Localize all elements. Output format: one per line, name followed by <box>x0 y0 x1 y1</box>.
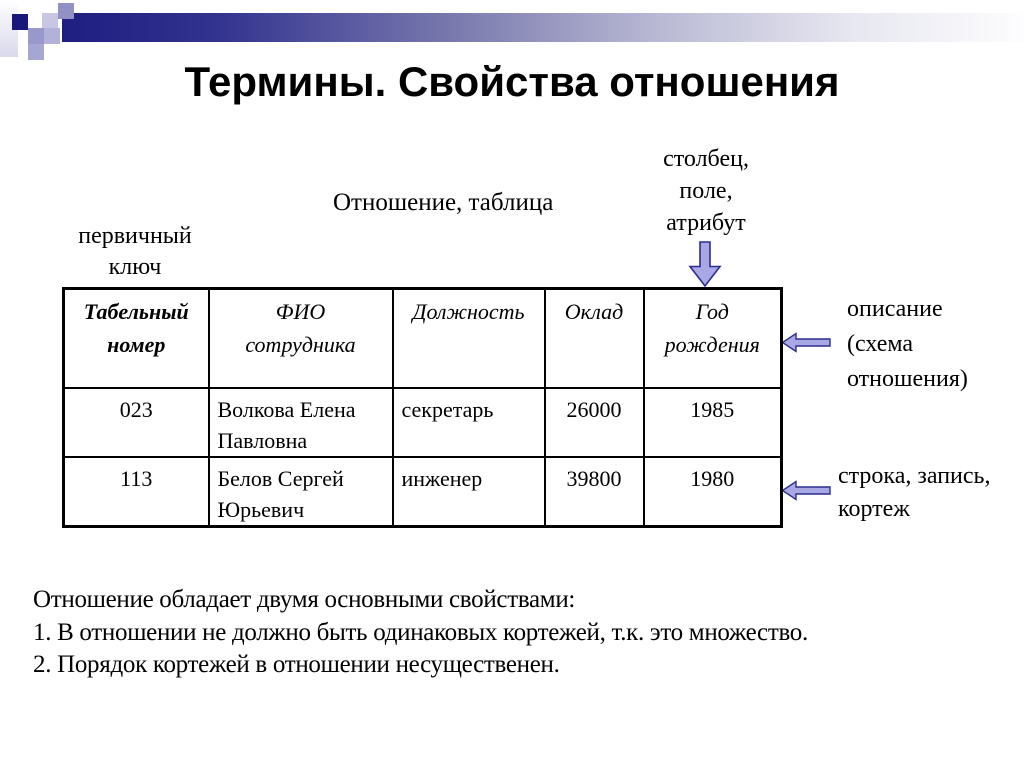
header-line: Год <box>695 299 729 324</box>
column-header <box>644 289 782 389</box>
decor-square <box>44 28 60 44</box>
label-line: описание <box>847 296 943 322</box>
property-item: 1. В отношении не должно быть одинаковых кортежей, т.к. это множество. <box>33 618 808 646</box>
cell-position: секретарь <box>393 388 545 457</box>
cell-year: 1985 <box>644 388 782 457</box>
cell-name: Белов Сергей Юрьевич <box>209 457 393 527</box>
label-row-tuple <box>838 460 990 526</box>
table-header-row <box>64 289 782 389</box>
cell-salary: 26000 <box>545 388 644 457</box>
decor-square <box>12 14 28 30</box>
table-row <box>64 388 782 457</box>
decor-square <box>28 28 44 44</box>
cell-year: 1980 <box>644 457 782 527</box>
label-primary-key <box>62 221 208 283</box>
label-line: строка, запись, <box>838 463 991 489</box>
cell-id: 113 <box>64 457 209 527</box>
header-line: ФИО <box>275 299 326 324</box>
label-column <box>645 143 767 239</box>
label-line: столбец, <box>663 146 749 172</box>
label-line: ключ <box>108 254 162 280</box>
decor-square <box>58 3 74 19</box>
table-row <box>64 457 782 527</box>
column-header <box>209 289 393 389</box>
label-line: отношения) <box>847 366 968 392</box>
cell-position: инженер <box>393 457 545 527</box>
label-relation: Отношение, таблица <box>333 189 554 216</box>
label-line: поле, <box>679 178 733 204</box>
arrow-left-icon <box>781 332 831 353</box>
label-line: кортеж <box>838 496 910 522</box>
header-line: Должность <box>412 299 525 324</box>
column-header <box>393 289 545 389</box>
cell-salary: 39800 <box>545 457 644 527</box>
arrow-down-icon <box>688 241 722 288</box>
properties-text <box>33 584 993 682</box>
label-line: первичный <box>78 223 192 249</box>
cell-name: Волкова Елена Павловна <box>209 388 393 457</box>
header-line: рождения <box>664 332 760 357</box>
relation-table <box>62 287 783 528</box>
arrow-left-icon <box>781 480 831 501</box>
label-description <box>847 292 968 397</box>
header-line: Табельный <box>83 299 189 324</box>
label-line: атрибут <box>666 210 746 236</box>
cell-id: 023 <box>64 388 209 457</box>
label-line: (схема <box>847 331 914 357</box>
page-title: Термины. Свойства отношения <box>184 58 840 105</box>
decor-gradient-bar <box>62 13 1024 42</box>
properties-intro: Отношение обладает двумя основными свойствами: <box>33 586 576 613</box>
property-item: 2. Порядок кортежей в отношении несущественен. <box>33 651 560 678</box>
column-header <box>545 289 644 389</box>
header-line: Оклад <box>564 299 624 324</box>
decor-square <box>42 13 58 29</box>
header-line: номер <box>107 332 166 357</box>
header-line: сотрудника <box>245 332 356 357</box>
column-header <box>64 289 209 389</box>
